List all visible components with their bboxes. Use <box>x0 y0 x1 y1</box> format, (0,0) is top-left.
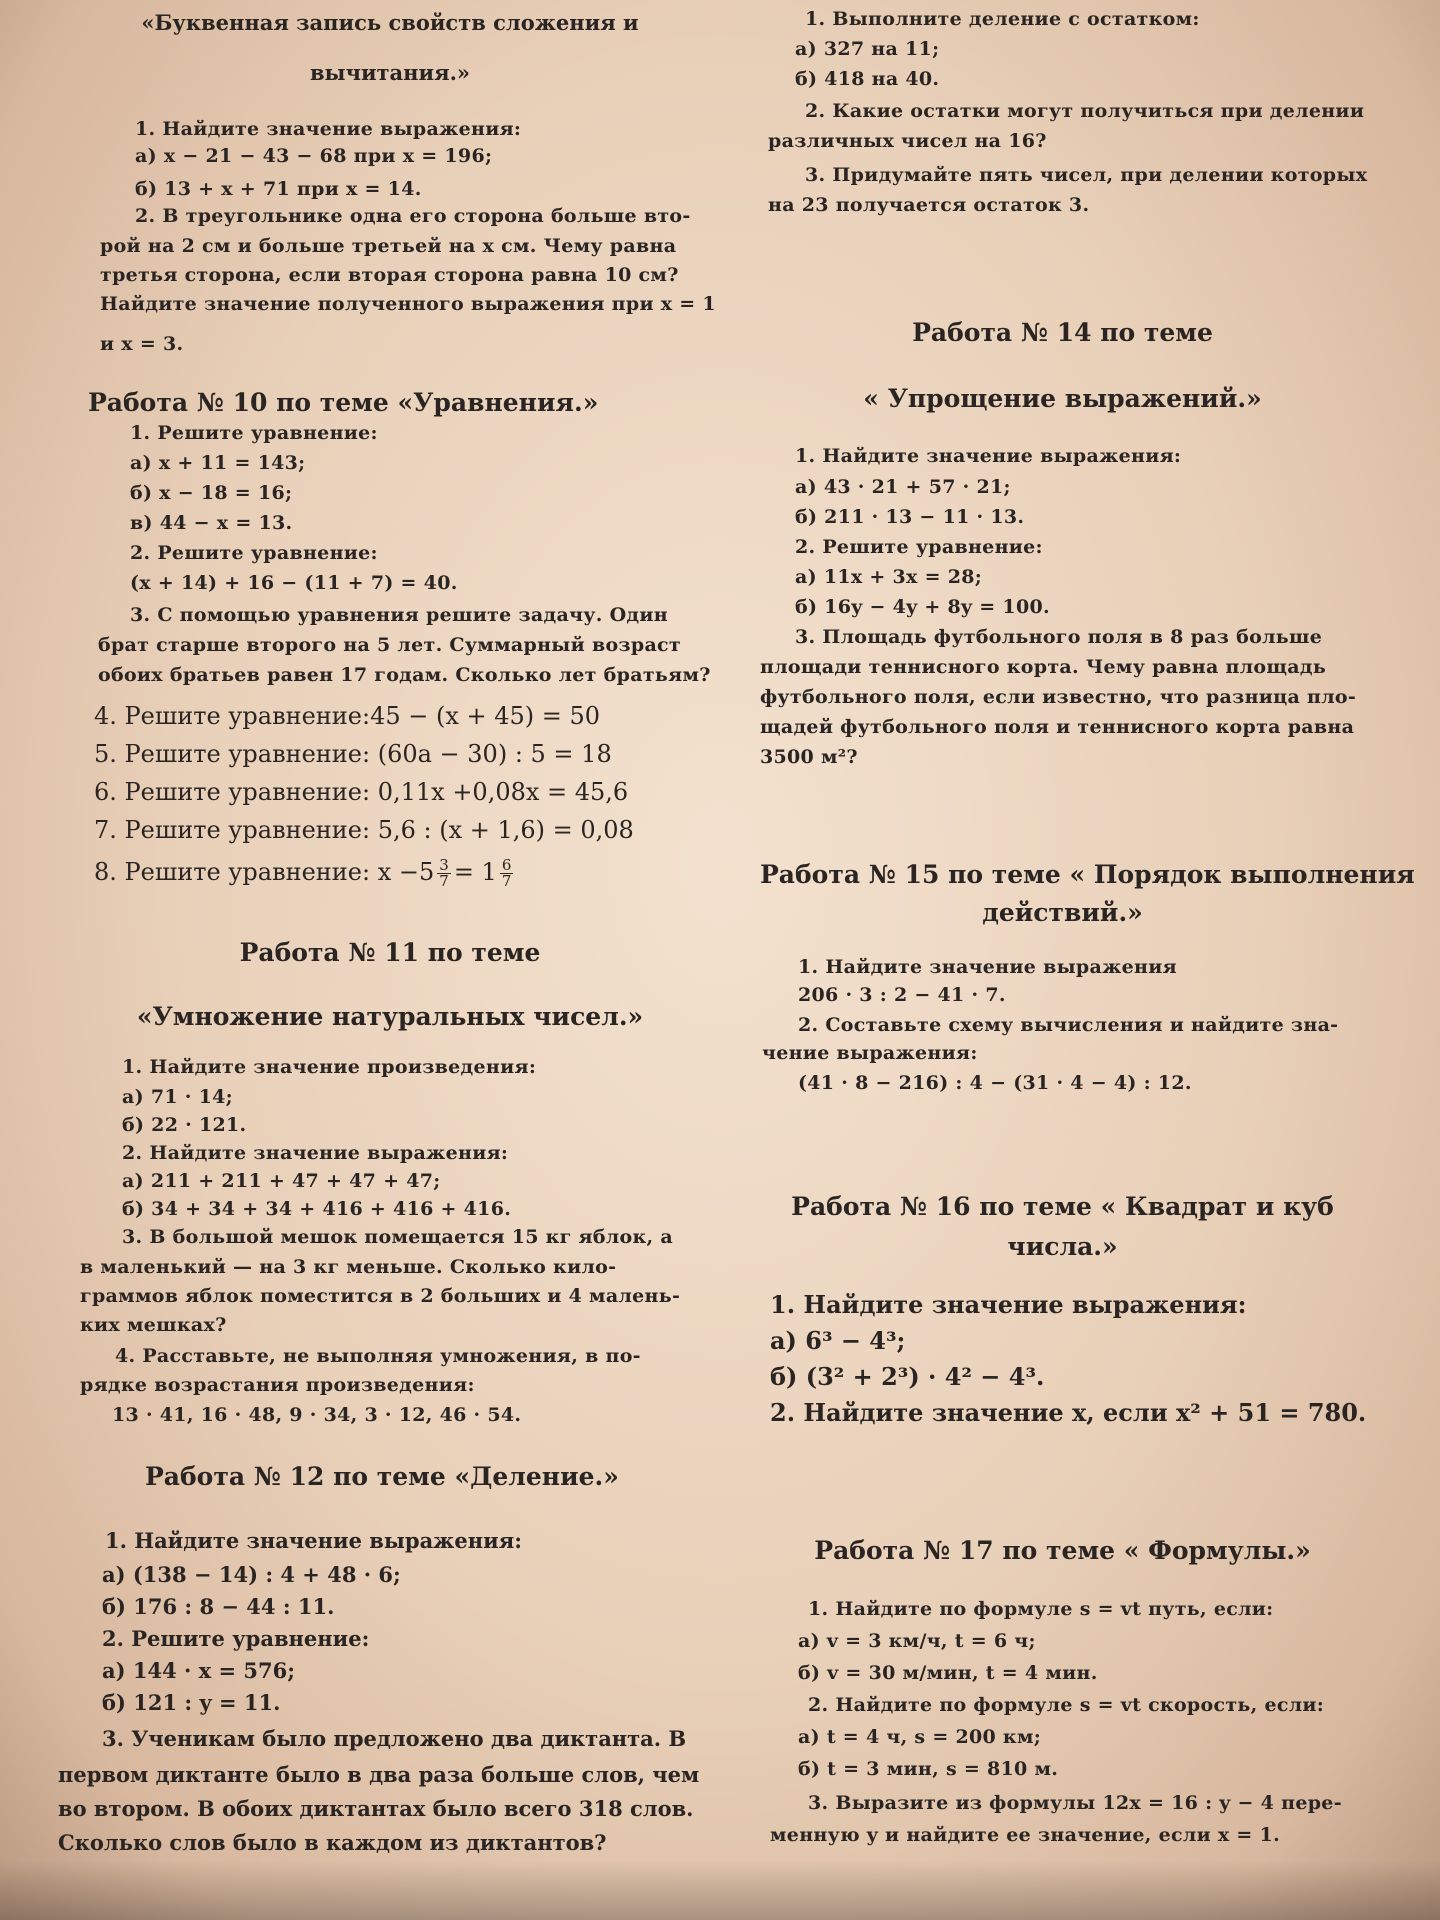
task-text: б) 176 : 8 − 44 : 11. <box>102 1594 335 1619</box>
task-text: граммов яблок поместится в 2 больших и 4 малень- <box>80 1285 681 1307</box>
task-text: а) x + 11 = 143; <box>130 452 306 474</box>
section-title: числа.» <box>1007 1232 1118 1261</box>
task-text: во втором. В обоих диктантах было всего 318 слов. <box>58 1796 694 1821</box>
task-text: а) t = 4 ч, s = 200 км; <box>798 1726 1042 1748</box>
task-text: б) (3² + 2³) · 4² − 4³. <box>770 1362 1045 1391</box>
task-text: а) 71 · 14; <box>122 1086 233 1108</box>
fraction-numerator: 6 <box>501 856 512 874</box>
fraction-numerator: 3 <box>439 856 449 874</box>
task-text: третья сторона, если вторая сторона равна 10 см? <box>100 264 679 286</box>
task-text: 1. Найдите значение произведения: <box>122 1056 537 1078</box>
task-text: различных чисел на 16? <box>768 130 1047 152</box>
task-text: а) 211 + 211 + 47 + 47 + 47; <box>122 1170 441 1192</box>
task-text: а) 43 · 21 + 57 · 21; <box>795 476 1011 498</box>
task-text: 3. Ученикам было предложено два диктанта. В <box>102 1726 687 1751</box>
task-text: 1. Найдите значение выражения <box>798 956 1177 978</box>
task-text: 1. Найдите значение выражения: <box>795 445 1182 467</box>
task-text: 7. Решите уравнение: 5,6 : (x + 1,6) = 0,08 <box>94 816 634 844</box>
fraction <box>437 858 451 889</box>
task-text: б) 22 · 121. <box>122 1114 247 1136</box>
task-text: б) 13 + x + 71 при x = 14. <box>135 178 422 200</box>
task-text: 2. Какие остатки могут получиться при делении <box>805 100 1365 122</box>
section-title: «Умножение натуральных чисел.» <box>136 1002 644 1031</box>
task-text: 13 · 41, 16 · 48, 9 · 34, 3 · 12, 46 · 54. <box>112 1404 522 1426</box>
task-text: б) x − 18 = 16; <box>130 482 293 504</box>
section-title: вычитания.» <box>309 60 471 85</box>
task-text: площади теннисного корта. Чему равна площадь <box>760 656 1327 678</box>
task-text: б) 34 + 34 + 34 + 416 + 416 + 416. <box>122 1198 512 1220</box>
fraction <box>500 858 514 889</box>
task-text: 5. Решите уравнение: (60a − 30) : 5 = 18 <box>94 740 612 768</box>
task-text: 3. Площадь футбольного поля в 8 раз больше <box>795 626 1323 648</box>
task-text: и x = 3. <box>100 333 184 355</box>
section-title: «Буквенная запись свойств сложения и <box>141 10 639 35</box>
task-text: 1. Найдите по формуле s = vt путь, если: <box>808 1598 1274 1620</box>
fraction-denominator: 7 <box>439 872 449 890</box>
task-text: рой на 2 см и больше третьей на x см. Чему равна <box>100 235 677 257</box>
task-text: 1. Найдите значение выражения: <box>105 1528 522 1553</box>
task-text: 2. В треугольнике одна его сторона больше вто- <box>135 205 691 227</box>
task-text: обоих братьев равен 17 годам. Сколько лет братьям? <box>98 664 711 686</box>
task-text: менную y и найдите ее значение, если x = 1. <box>770 1824 1280 1846</box>
task-text: 3. Придумайте пять чисел, при делении которых <box>805 164 1368 186</box>
bottom-shadow <box>0 1860 1440 1920</box>
task-text: в маленький — на 3 кг меньше. Сколько кило- <box>80 1256 617 1278</box>
task-text: (41 · 8 − 216) : 4 − (31 · 4 − 4) : 12. <box>798 1072 1192 1094</box>
task-text: 1. Найдите значение выражения: <box>135 118 522 140</box>
task-text: а) 327 на 11; <box>795 38 940 60</box>
task-text: щадей футбольного поля и теннисного корта равна <box>760 716 1355 738</box>
task-text: Найдите значение полученного выражения при x = 1 <box>100 293 716 315</box>
task-text: рядке возрастания произведения: <box>80 1374 475 1396</box>
section-title: действий.» <box>982 898 1143 927</box>
task-text: 3500 м²? <box>760 746 858 768</box>
task-text: а) x − 21 − 43 − 68 при x = 196; <box>135 145 493 167</box>
task-text: (x + 14) + 16 − (11 + 7) = 40. <box>130 572 458 594</box>
task-text: 2. Найдите по формуле s = vt скорость, если: <box>808 1694 1325 1716</box>
section-title: Работа № 12 по теме «Деление.» <box>145 1462 619 1491</box>
task-text: футбольного поля, если известно, что разница пло- <box>760 686 1357 708</box>
task-text: б) 418 на 40. <box>795 68 940 90</box>
task-text: б) 211 · 13 − 11 · 13. <box>795 506 1025 528</box>
equation-prefix: 8. Решите уравнение: x −5 <box>94 858 435 886</box>
task-text: 2. Решите уравнение: <box>795 536 1043 558</box>
task-text: брат старше второго на 5 лет. Суммарный возраст <box>98 634 681 656</box>
section-title: Работа № 14 по теме <box>912 318 1213 347</box>
task-text: б) v = 30 м/мин, t = 4 мин. <box>798 1662 1098 1684</box>
task-text: 206 · 3 : 2 − 41 · 7. <box>798 984 1006 1006</box>
equation-middle: = 1 <box>453 858 497 886</box>
task-text: 2. Найдите значение x, если x² + 51 = 780. <box>770 1398 1367 1427</box>
task-text: а) 144 · x = 576; <box>102 1658 295 1683</box>
task-text: а) 6³ − 4³; <box>770 1326 906 1355</box>
task-text: а) 11x + 3x = 28; <box>795 566 983 588</box>
task-text: б) 16y − 4y + 8y = 100. <box>795 596 1050 618</box>
task-text: ких мешках? <box>80 1314 227 1336</box>
task-text: а) v = 3 км/ч, t = 6 ч; <box>798 1630 1036 1652</box>
fraction-denominator: 7 <box>501 872 512 890</box>
task-text: первом диктанте было в два раза больше слов, чем <box>58 1762 700 1787</box>
task-text: 2. Решите уравнение: <box>130 542 378 564</box>
task-text: в) 44 − x = 13. <box>130 512 293 534</box>
task-text: 3. Выразите из формулы 12x = 16 : y − 4 пере- <box>808 1792 1342 1814</box>
section-title: Работа № 17 по теме « Формулы.» <box>814 1536 1311 1565</box>
task-text: 6. Решите уравнение: 0,11x +0,08x = 45,6 <box>94 778 629 806</box>
task-text: Сколько слов было в каждом из диктантов? <box>58 1830 607 1855</box>
section-title: Работа № 10 по теме «Уравнения.» <box>88 388 599 417</box>
task-text: 3. В большой мешок помещается 15 кг яблок, а <box>122 1226 673 1248</box>
task-text: 4. Расставьте, не выполняя умножения, в по- <box>115 1345 641 1367</box>
task-text: а) (138 − 14) : 4 + 48 · 6; <box>102 1562 401 1587</box>
section-title: Работа № 16 по теме « Квадрат и куб <box>791 1192 1334 1221</box>
section-title: Работа № 15 по теме « Порядок выполнения <box>760 860 1415 889</box>
task-text: 2. Составьте схему вычисления и найдите зна- <box>798 1014 1339 1036</box>
task-text: чение выражения: <box>762 1042 978 1064</box>
task-text: на 23 получается остаток 3. <box>768 194 1090 216</box>
task-text: 2. Найдите значение выражения: <box>122 1142 509 1164</box>
section-title: Работа № 11 по теме <box>239 938 541 967</box>
task-text: 1. Решите уравнение: <box>130 422 378 444</box>
task-text: 3. С помощью уравнения решите задачу. Один <box>130 604 668 626</box>
task-text: б) 121 : y = 11. <box>102 1690 281 1715</box>
section-title: « Упрощение выражений.» <box>863 384 1262 413</box>
task-text-fraction <box>94 858 516 889</box>
task-text: б) t = 3 мин, s = 810 м. <box>798 1758 1059 1780</box>
task-text: 2. Решите уравнение: <box>102 1626 370 1651</box>
task-text: 4. Решите уравнение:45 − (x + 45) = 50 <box>94 702 601 730</box>
task-text: 1. Найдите значение выражения: <box>770 1290 1247 1319</box>
task-text: 1. Выполните деление с остатком: <box>805 8 1200 30</box>
